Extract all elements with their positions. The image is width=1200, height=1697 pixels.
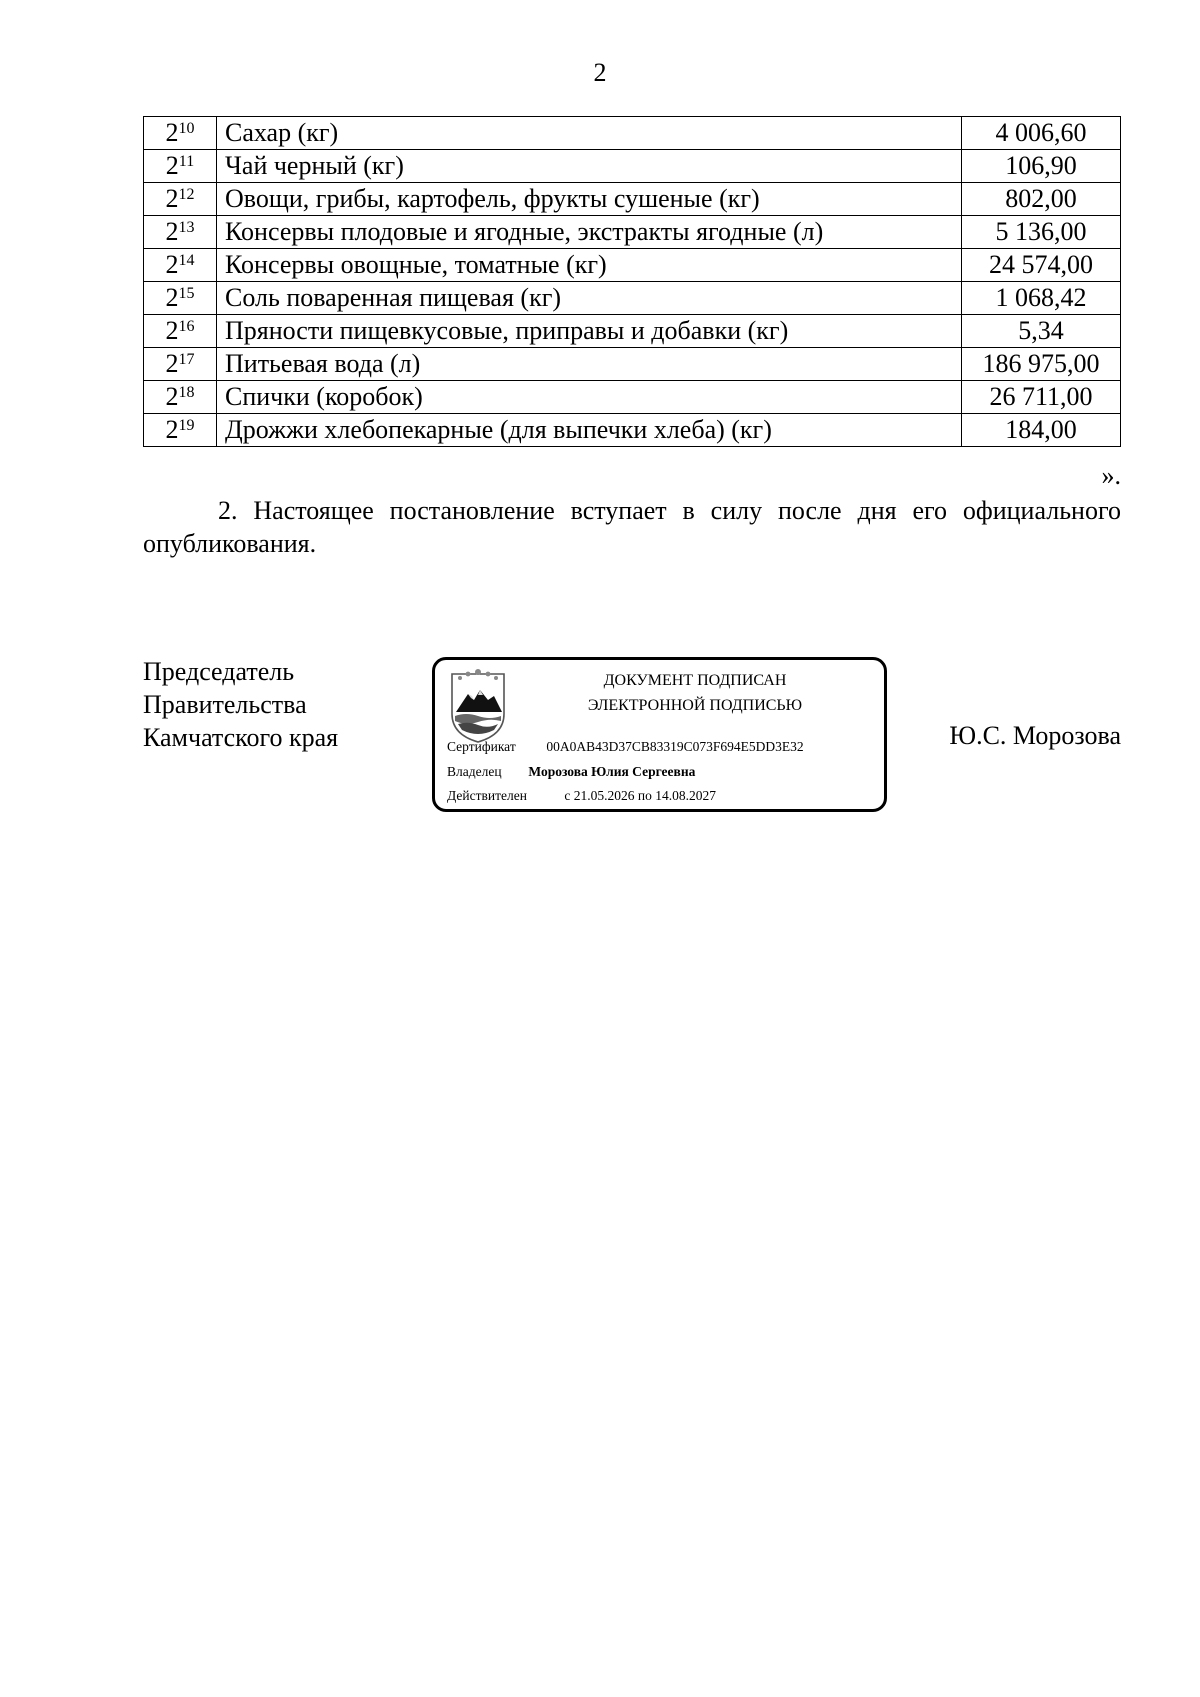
stamp-heading xyxy=(515,668,875,718)
valid-from-prefix: с xyxy=(564,788,571,803)
table-row xyxy=(144,249,1121,282)
kamchatka-coat-of-arms-icon xyxy=(448,668,508,744)
item-quantity: 5 136,00 xyxy=(962,216,1121,249)
signer-name: Ю.С. Морозова xyxy=(949,721,1121,750)
item-number-base: 2 xyxy=(165,283,179,312)
item-number xyxy=(144,414,217,447)
valid-to-prefix: по xyxy=(637,788,652,803)
item-number-base: 2 xyxy=(165,415,179,444)
item-name: Сахар (кг) xyxy=(217,117,962,150)
certificate-row xyxy=(447,739,804,755)
item-quantity: 106,90 xyxy=(962,150,1121,183)
item-number-sup: 16 xyxy=(178,318,195,335)
page-number: 2 xyxy=(593,58,607,87)
table-row xyxy=(144,150,1121,183)
stamp-heading-line: ДОКУМЕНТ ПОДПИСАН xyxy=(603,672,787,689)
item-number-sup: 13 xyxy=(178,219,195,236)
item-number xyxy=(144,183,217,216)
item-number-base: 2 xyxy=(165,118,179,147)
item-number-sup: 12 xyxy=(178,186,195,203)
table-row xyxy=(144,117,1121,150)
closing-quote: ». xyxy=(1101,461,1121,490)
item-name: Соль поваренная пищевая (кг) xyxy=(217,282,962,315)
item-number-sup: 14 xyxy=(178,252,195,269)
item-number xyxy=(144,216,217,249)
item-number-base: 2 xyxy=(165,316,179,345)
item-name: Чай черный (кг) xyxy=(217,150,962,183)
item-name: Овощи, грибы, картофель, фрукты сушеные (кг) xyxy=(217,183,962,216)
item-number xyxy=(144,249,217,282)
paragraph-2: 2. Настоящее постановление вступает в силу после дня его официального опубликования. xyxy=(143,496,1121,558)
item-number-base: 2 xyxy=(165,217,179,246)
item-name: Консервы овощные, томатные (кг) xyxy=(217,249,962,282)
item-number xyxy=(144,282,217,315)
item-name: Питьевая вода (л) xyxy=(217,348,962,381)
table-row xyxy=(144,183,1121,216)
owner-row xyxy=(447,764,695,780)
validity-label: Действителен xyxy=(447,788,527,803)
item-number-sup: 17 xyxy=(178,351,195,368)
table-row xyxy=(144,348,1121,381)
item-number xyxy=(144,348,217,381)
table-row xyxy=(144,315,1121,348)
item-quantity: 184,00 xyxy=(962,414,1121,447)
item-number-sup: 19 xyxy=(178,417,195,434)
item-quantity: 4 006,60 xyxy=(962,117,1121,150)
item-number xyxy=(144,117,217,150)
item-number-base: 2 xyxy=(165,382,179,411)
item-number-base: 2 xyxy=(165,151,179,180)
table-row xyxy=(144,381,1121,414)
item-number-sup: 15 xyxy=(178,285,195,302)
stamp-heading-line: ЭЛЕКТРОННОЙ ПОДПИСЬЮ xyxy=(587,697,803,714)
item-quantity: 24 574,00 xyxy=(962,249,1121,282)
signatory-line: Правительства xyxy=(143,690,307,719)
certificate-value: 00A0AB43D37CB83319C073F694E5DD3E32 xyxy=(546,739,804,754)
item-quantity: 802,00 xyxy=(962,183,1121,216)
item-number-sup: 11 xyxy=(178,153,195,170)
item-name: Спички (коробок) xyxy=(217,381,962,414)
table-row xyxy=(144,216,1121,249)
items-table xyxy=(143,116,1121,447)
item-number-base: 2 xyxy=(165,349,179,378)
item-quantity: 1 068,42 xyxy=(962,282,1121,315)
item-number xyxy=(144,150,217,183)
item-name: Консервы плодовые и ягодные, экстракты ягодные (л) xyxy=(217,216,962,249)
valid-to-date: 14.08.2027 xyxy=(655,788,716,803)
item-name: Пряности пищевкусовые, приправы и добавки (кг) xyxy=(217,315,962,348)
table-row xyxy=(144,282,1121,315)
electronic-signature-stamp xyxy=(432,657,887,812)
item-quantity: 26 711,00 xyxy=(962,381,1121,414)
valid-from-date: 21.05.2026 xyxy=(573,788,635,803)
signatory-line: Председатель xyxy=(143,657,295,686)
item-number-base: 2 xyxy=(165,250,179,279)
owner-label: Владелец xyxy=(447,764,502,779)
item-number xyxy=(144,381,217,414)
signatory-title xyxy=(143,655,338,754)
item-number-base: 2 xyxy=(165,184,179,213)
item-number-sup: 10 xyxy=(178,120,195,137)
validity-row xyxy=(447,788,716,804)
item-number-sup: 18 xyxy=(178,384,195,401)
table-row xyxy=(144,414,1121,447)
owner-value: Морозова Юлия Сергеевна xyxy=(528,764,696,779)
item-name: Дрожжи хлебопекарные (для выпечки хлеба) (кг) xyxy=(217,414,962,447)
certificate-label: Сертификат xyxy=(447,739,516,754)
item-quantity: 186 975,00 xyxy=(962,348,1121,381)
item-quantity: 5,34 xyxy=(962,315,1121,348)
item-number xyxy=(144,315,217,348)
signatory-line: Камчатского края xyxy=(143,723,339,752)
